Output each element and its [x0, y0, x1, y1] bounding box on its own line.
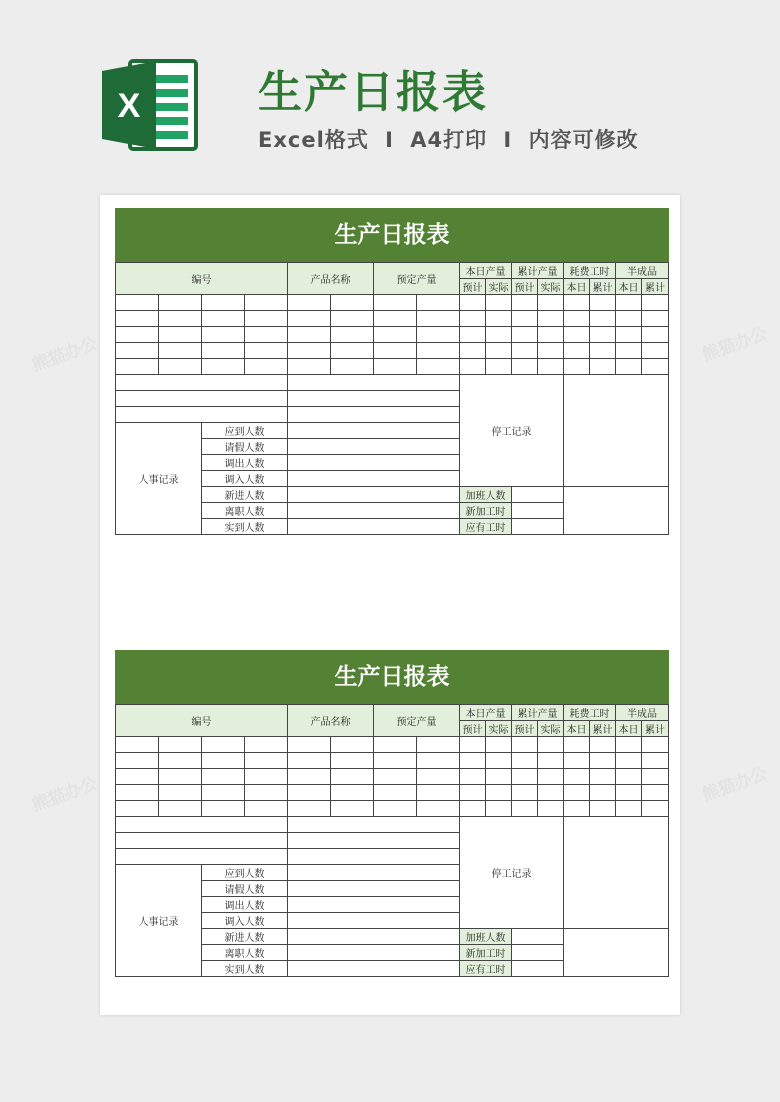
- header-id: 编号: [116, 263, 288, 295]
- subheader-actual: 实际: [486, 721, 512, 737]
- stoppage-notes[interactable]: [564, 817, 669, 929]
- header-labor-hours: 耗费工时: [564, 705, 616, 721]
- subtitle-separator: I: [385, 128, 394, 152]
- hr-item: 请假人数: [202, 881, 288, 897]
- overtime-item: 新加工时: [460, 503, 512, 519]
- subheader-estimate: 预计: [460, 721, 486, 737]
- report-table: [115, 704, 669, 977]
- stoppage-notes[interactable]: [564, 375, 669, 487]
- sheet-title: 生产日报表: [115, 208, 669, 262]
- table-row: [116, 753, 669, 769]
- hr-item: 新进人数: [202, 929, 288, 945]
- document-page: [100, 195, 680, 1015]
- subheader-accum: 累计: [642, 279, 669, 295]
- table-row: [116, 359, 669, 375]
- overtime-item: 应有工时: [460, 961, 512, 977]
- hr-item: 离职人数: [202, 945, 288, 961]
- sheet-title: 生产日报表: [115, 650, 669, 704]
- subheader-accum: 累计: [590, 721, 616, 737]
- subheader-actual: 实际: [538, 279, 564, 295]
- header-cumulative-output: 累计产量: [512, 705, 564, 721]
- overtime-item: 加班人数: [460, 929, 512, 945]
- overtime-item: 应有工时: [460, 519, 512, 535]
- header-semi-finished: 半成品: [616, 705, 669, 721]
- hr-item: 调出人数: [202, 455, 288, 471]
- overtime-item: 加班人数: [460, 487, 512, 503]
- table-row: [116, 311, 669, 327]
- hr-item: 调入人数: [202, 913, 288, 929]
- subtitle-separator: I: [503, 128, 513, 152]
- subheader-this-day: 本日: [564, 721, 590, 737]
- table-row: [116, 769, 669, 785]
- subheader-estimate: 预计: [512, 721, 538, 737]
- subheader-accum: 累计: [642, 721, 669, 737]
- page-subtitle: [258, 124, 639, 154]
- table-row: [116, 737, 669, 753]
- subheader-actual: 实际: [538, 721, 564, 737]
- hr-item: 应到人数: [202, 865, 288, 881]
- header-semi-finished: 半成品: [616, 263, 669, 279]
- svg-text:X: X: [117, 87, 141, 125]
- subheader-actual: 实际: [486, 279, 512, 295]
- hr-item: 应到人数: [202, 423, 288, 439]
- header-product: 产品名称: [288, 705, 374, 737]
- subtitle-print: A4打印: [410, 128, 488, 152]
- hr-record-label: 人事记录: [116, 865, 202, 977]
- subheader-accum: 累计: [590, 279, 616, 295]
- table-row: [116, 785, 669, 801]
- header-planned: 预定产量: [374, 263, 460, 295]
- hr-item: 请假人数: [202, 439, 288, 455]
- hr-item: 新进人数: [202, 487, 288, 503]
- subheader-this-day: 本日: [616, 721, 642, 737]
- table-row: [116, 343, 669, 359]
- subtitle-format: Excel格式: [258, 128, 369, 152]
- hr-item: 离职人数: [202, 503, 288, 519]
- hr-item: 实到人数: [202, 961, 288, 977]
- header-id: 编号: [116, 705, 288, 737]
- subheader-estimate: 预计: [512, 279, 538, 295]
- header-planned: 预定产量: [374, 705, 460, 737]
- table-row: [116, 295, 669, 311]
- header-today-output: 本日产量: [460, 263, 512, 279]
- header-cumulative-output: 累计产量: [512, 263, 564, 279]
- table-row: [116, 327, 669, 343]
- report-sheet: [115, 650, 669, 977]
- excel-logo-icon: [100, 57, 200, 153]
- page-title: 生产日报表: [258, 67, 488, 118]
- hr-record-label: 人事记录: [116, 423, 202, 535]
- report-table: [115, 262, 669, 535]
- subheader-this-day: 本日: [564, 279, 590, 295]
- header-labor-hours: 耗费工时: [564, 263, 616, 279]
- stoppage-label: 停工记录: [460, 817, 564, 929]
- subheader-estimate: 预计: [460, 279, 486, 295]
- header-product: 产品名称: [288, 263, 374, 295]
- hr-item: 实到人数: [202, 519, 288, 535]
- report-sheet: [115, 208, 669, 535]
- stoppage-label: 停工记录: [460, 375, 564, 487]
- table-row: [116, 801, 669, 817]
- subtitle-editable: 内容可修改: [528, 128, 639, 152]
- overtime-item: 新加工时: [460, 945, 512, 961]
- header-today-output: 本日产量: [460, 705, 512, 721]
- subheader-this-day: 本日: [616, 279, 642, 295]
- hr-item: 调出人数: [202, 897, 288, 913]
- hr-item: 调入人数: [202, 471, 288, 487]
